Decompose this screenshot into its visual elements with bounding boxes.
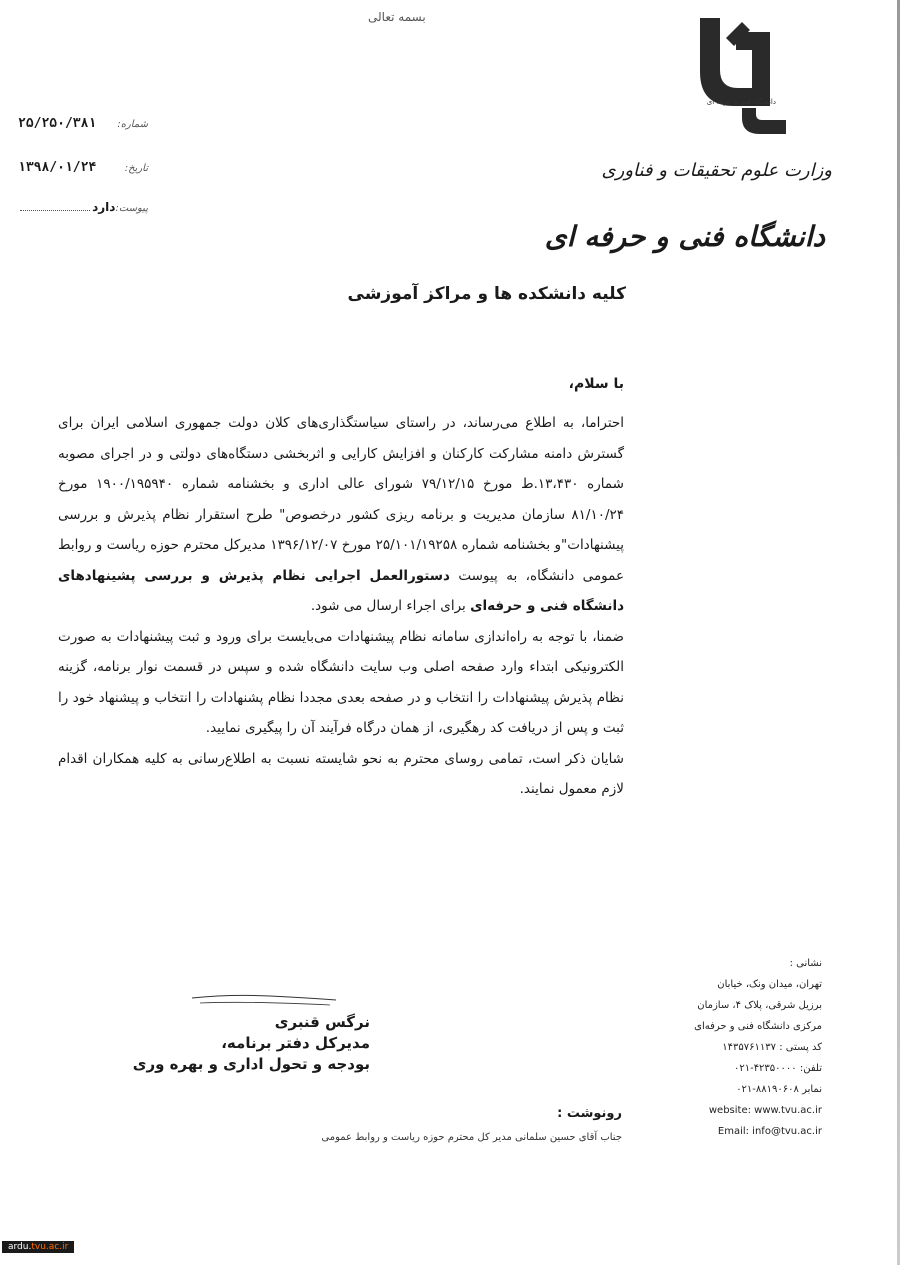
cc-label: رونوشت :	[557, 1106, 622, 1121]
attachment-label: پیوست:	[115, 203, 148, 214]
signer-name: نرگس قنبری	[274, 1013, 370, 1031]
paragraph-1-bold: دستورالعمل اجرایی نظام پذیرش و بررسی پشینهادهای دانشگاه فنی و حرفه‌ای	[58, 567, 624, 614]
phone-number: ۰۲۱-۴۲۳۵۰۰۰۰	[733, 1063, 797, 1074]
cc-text: جناب آقای حسین سلمانی مدیر کل محترم حوزه ریاست و روابط عمومی	[321, 1132, 622, 1143]
watermark-prefix: ardu.	[8, 1242, 32, 1252]
signature-scribble-icon	[190, 992, 338, 1010]
paragraph-1	[58, 408, 624, 622]
signer-title-1: مدیرکل دفتر برنامه،	[221, 1034, 370, 1052]
attachment-value: دارد	[92, 200, 116, 214]
address-line-3: مرکزی دانشگاه فنی و حرفه‌ای	[694, 1021, 822, 1032]
letter-date-label: تاریخ:	[124, 163, 148, 174]
website: website: www.tvu.ac.ir	[708, 1105, 822, 1116]
address-line-1: تهران، میدان ونک، خیابان	[717, 979, 822, 990]
fax-number: ۰۲۱-۸۸۱۹۰۶۰۸	[736, 1084, 799, 1095]
greeting: با سلام،	[568, 376, 624, 392]
paragraph-3: شایان ذکر است، تمامی روسای محترم به نحو شایسته نسبت به اطلاع‌رسانی به کلیه همکاران اقدام لازم معمول نمایند.	[58, 750, 624, 797]
source-watermark	[2, 1241, 74, 1253]
address-line-2: برزیل شرقی، پلاک ۴، سازمان	[697, 1000, 822, 1011]
ministry-name: وزارت علوم تحقیقات و فناوری	[601, 160, 832, 181]
watermark-accent: tvu.ac.ir	[31, 1242, 69, 1252]
fax-label: نمابر	[802, 1084, 822, 1095]
contact-block	[682, 953, 822, 1142]
letter-number-label: شماره:	[117, 119, 148, 130]
address-label: نشانی :	[789, 958, 822, 969]
logo-caption: دانشگاه فنی و حرفه ای	[706, 98, 776, 106]
top-mark: بسمه تعالی	[368, 10, 426, 24]
fax-row	[682, 1079, 822, 1100]
phone-row	[682, 1058, 822, 1079]
tvu-logo-icon	[690, 10, 790, 140]
paragraph-2: ضمنا، با توجه به راه‌اندازی سامانه نظام پیشنهادات می‌بایست برای ورود و ثبت پیشنهادات به صورت الکترونیکی ابتداء وارد صفحه اصلی وب سایت دانشگاه شده و سپس در قسمت نوار برنامه، گزینه نظام پذیرش پیشنهادات را انتخاب و در صفحه بعدی مجددا نظام پشنهادات را انتخاب و پیشنهاد خود را ثبت و پس از دریافت کد رهگیری، از همان درگاه فرآیند آن را پیگیری نمایید.	[58, 628, 624, 736]
letter-body	[58, 408, 624, 805]
email: Email: info@tvu.ac.ir	[717, 1126, 822, 1137]
letter-date-row	[18, 160, 148, 175]
paragraph-1-text: احتراما، به اطلاع می‌رساند، در راستای سیاستگذاری‌های کلان دولت جمهوری اسلامی ایران برای گسترش دامنه مشارکت کارکنان و افزایش کارایی و اثربخشی دستگاه‌های دولتی و در اجرای مصوبه شماره ۱۳،۴۳۰.ط مورخ ۷۹/۱۲/۱۵ شورای عالی اداری و بخشنامه شماره ۱۹۰۰/۱۹۵۹۴۰ مورخ ۸۱/۱۰/۲۴ سازمان مدیریت و برنامه ریزی کشور درخصوص" طرح استقرار نظام پذیرش و بررسی پیشنهادات"و بخشنامه شماره ۲۵/۱۰۱/۱۹۲۵۸ مورخ ۱۳۹۶/۱۲/۰۷ مدیرکل محترم حوزه ریاست و روابط عمومی دانشگاه، به پیوست	[58, 415, 625, 584]
recipient: کلیه دانشکده ها و مراکز آموزشی	[347, 284, 626, 304]
university-logo	[690, 10, 790, 140]
phone-label: تلفن:	[799, 1063, 822, 1074]
attachment-row	[18, 200, 148, 214]
paragraph-1-end: برای اجراء ارسال می شود.	[310, 598, 466, 614]
postal-label: کد پستی :	[779, 1042, 822, 1053]
signer-title-2: بودجه و تحول اداری و بهره وری	[132, 1055, 370, 1073]
letter-number-value: ۲۵/۲۵۰/۳۸۱	[18, 116, 97, 131]
postal-code: ۱۴۳۵۷۶۱۱۳۷	[722, 1042, 777, 1053]
email-row	[682, 1121, 822, 1142]
university-name: دانشگاه فنی و حرفه ای	[544, 220, 825, 253]
postal-row	[682, 1037, 822, 1058]
signature-block	[133, 1012, 370, 1075]
website-row	[682, 1100, 822, 1121]
letter-number-row	[18, 116, 148, 131]
letter-date-value: ۱۳۹۸/۰۱/۲۴	[18, 160, 97, 175]
attachment-dots	[20, 200, 90, 211]
